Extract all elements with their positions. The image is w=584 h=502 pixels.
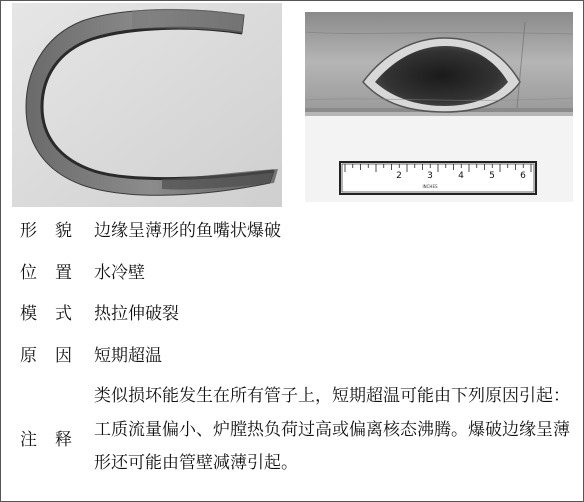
location-value: 水冷壁 xyxy=(94,263,145,283)
ruler-tick-label: 5 xyxy=(489,171,495,181)
form-value: 边缘呈薄形的鱼嘴状爆破 xyxy=(94,221,281,241)
ruler xyxy=(340,162,536,194)
field-form xyxy=(0,216,584,246)
tube-cross-section-photo xyxy=(12,3,282,207)
ruler-tick-label: 3 xyxy=(427,171,433,181)
tube-rupture-image xyxy=(305,12,573,202)
notes-text: 类似损坏能发生在所有管子上，短期超温可能由下列原因引起：工质流量偏小、炉膛热负荷过高或偏离核态沸腾。爆破边缘呈薄形还可能由管壁减薄引起。 xyxy=(94,386,570,473)
tube-rupture-photo xyxy=(305,12,573,202)
location-label: 位 置 xyxy=(20,263,72,283)
ruler-tick-label: 2 xyxy=(396,171,402,181)
mode-label: 模 式 xyxy=(20,304,72,324)
tube-cross-section-image xyxy=(12,3,282,207)
field-mode xyxy=(0,299,584,329)
form-label: 形 貌 xyxy=(20,221,72,241)
field-cause xyxy=(0,341,584,371)
ruler-unit-label: INCHES xyxy=(422,184,438,189)
field-location xyxy=(0,258,584,288)
cause-value: 短期超温 xyxy=(94,346,162,366)
ruler-tick-label: 4 xyxy=(458,171,464,181)
ruler-tick-label: 6 xyxy=(520,171,526,181)
cause-label: 原 因 xyxy=(20,346,72,366)
notes-label: 注 释 xyxy=(20,430,72,450)
mode-value: 热拉伸破裂 xyxy=(94,304,179,324)
